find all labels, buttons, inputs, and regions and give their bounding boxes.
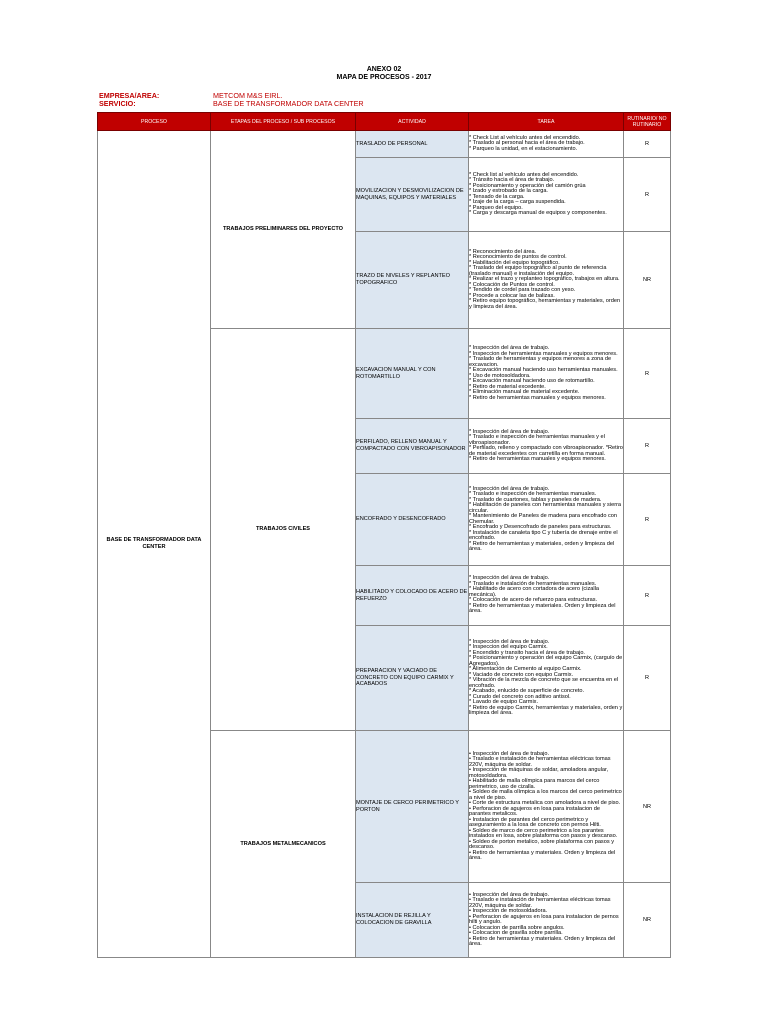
col-header-tarea: TAREA	[469, 113, 624, 131]
tarea-cell	[469, 329, 624, 419]
actividad-cell: MOVILIZACION Y DESMOVILIZACION DE MAQUINAS, EQUIPOS Y MATERIALES	[356, 158, 469, 232]
tarea-line: * Inspección del área de trabajo.	[469, 638, 550, 645]
tarea-line: • Corte de estructura metalica con amoladora a nivel de piso.	[469, 800, 621, 806]
tarea-cell	[469, 883, 624, 958]
table-row	[98, 131, 671, 158]
tarea-cell	[469, 232, 624, 329]
tarea-line: * Excavación manual haciendo uso de rotomartillo.	[469, 378, 595, 384]
tarea-line: * Traslado del equipo topográfico al punto de referencia (traslado manual) e instalación del equipo.	[469, 265, 607, 277]
actividad-cell: EXCAVACION MANUAL Y CON ROTOMARTILLO	[356, 329, 469, 419]
tarea-line: * Uso de motosoldadora.	[469, 372, 531, 379]
tarea-line: • Inspección de máquinas de soldar, amoladora angular, motosoldadora.	[469, 767, 609, 779]
etapa-cell: TRABAJOS METALMECANICOS	[211, 731, 356, 958]
tarea-line: * Excavación manual haciendo uso herramientas manuales.	[469, 367, 618, 373]
rutinario-cell: R	[624, 419, 671, 474]
actividad-cell: HABILITADO Y COLOCADO DE ACERO DE REFUERZO	[356, 566, 469, 626]
tarea-line: * Inspección del área de trabajo.	[469, 575, 550, 582]
actividad-cell: TRAZO DE NIVELES Y REPLANTEO TOPOGRAFICO	[356, 232, 469, 329]
rutinario-cell: R	[624, 158, 671, 232]
col-header-rutinario: RUTINARIO/ NO RUTINARIO	[624, 113, 671, 131]
tarea-cell	[469, 566, 624, 626]
tarea-line: * Retiro de herramientas y materiales, orden y limpieza del área.	[469, 540, 615, 552]
tarea-line: • Soldeo de porton metalico, sobre plataforma con pasos y descanso.	[469, 838, 614, 850]
tarea-line: • Inspección del área de trabajo.	[469, 891, 550, 898]
process-map-table	[97, 112, 671, 958]
tarea-line: * Colocación de acero de refuerzo para estructuras.	[469, 597, 598, 604]
tarea-cell	[469, 158, 624, 232]
tarea-line: * Traslado e inspección de herramientas manuales y el vibroapisonador.	[469, 434, 605, 446]
company-value: METCOM M&S EIRL.	[213, 91, 283, 100]
tarea-line: * Mantenimiento de Paneles de madera para encofrado con Chemular.	[469, 513, 618, 525]
tarea-line: * Traslado al personal hacia el área de trabajo.	[469, 140, 585, 147]
rutinario-cell: R	[624, 131, 671, 158]
tarea-line: * Izado y estrobado de la carga.	[469, 188, 548, 194]
rutinario-cell: NR	[624, 883, 671, 958]
tarea-line: * Traslado de cuartones, tablas y paneles de madera.	[469, 496, 602, 503]
actividad-cell: MONTAJE DE CERCO PERIMETRICO Y PORTON	[356, 731, 469, 883]
tarea-line: * Habilitación del equipo topográfico.	[469, 259, 560, 266]
proceso-cell: BASE DE TRANSFORMADOR DATA CENTER	[98, 131, 211, 958]
tarea-line: * Retiro de herramientas y materiales. Orden y limpieza del área.	[469, 602, 616, 615]
tarea-line: • Traslado e instalación de herramientas eléctricas tomas 220V, máquina de soldar.	[469, 897, 611, 909]
tarea-line: * Procede a colocar las de balizas.	[469, 292, 555, 299]
tarea-line: • Retiro de herramientas y materiales. Orden y limpieza del área.	[469, 935, 616, 947]
tarea-line: * Colocación de Puntos de control.	[469, 281, 555, 288]
rutinario-cell: R	[624, 474, 671, 566]
tarea-line: * Inspección del área de trabajo.	[469, 428, 550, 435]
tarea-line: • Instalacion de parantes del cerco perimetrico y aseguramiento a la losa de concreto con pernos Hilti.	[469, 816, 601, 828]
tarea-line: * Check List al vehículo antes del encendido.	[469, 134, 581, 141]
tarea-line: * Realizar el trazo y replanteo topográfico, trabajos en altura.	[469, 276, 620, 283]
annex-title: ANEXO 02	[366, 66, 402, 73]
tarea-line: * Lavado de equipo Carmix.	[469, 699, 539, 705]
etapa-cell: TRABAJOS CIVILES	[211, 329, 356, 731]
service-label: SERVICIO:	[99, 99, 136, 108]
col-header-actividad: ACTIVIDAD	[356, 113, 469, 131]
rutinario-cell: R	[624, 626, 671, 731]
tarea-line: * Inspeccion de herramientas manuales y equipos menores.	[469, 350, 618, 357]
tarea-line: * Retiro de material excedente.	[469, 383, 546, 390]
tarea-line: * Reconocimiento del área.	[469, 248, 537, 255]
tarea-line: * Traslado de herramientas y equipos menores a zona de excavacion.	[469, 356, 612, 368]
tarea-line: • Colocacion de parrilla sobre angulos.	[469, 924, 565, 931]
tarea-line: * Retiro de herramientas manuales y equipos menores.	[469, 394, 606, 401]
tarea-line: * Habilitación de paneles con herramientas manuales y sierra circular.	[469, 502, 622, 514]
actividad-cell: INSTALACION DE REJILLA Y COLOCACION DE GRAVILLA	[356, 883, 469, 958]
tarea-line: • Traslado e instalación de herramientas eléctricas tomas 220V, máquina de soldar.	[469, 756, 611, 768]
tarea-line: • Perforacion de agujeros en losa para instalacion de parantes metalicos.	[469, 805, 601, 817]
tarea-line: * Vibración de la mezcla de concreto que se encuentra en el encofrado.	[469, 677, 619, 689]
tarea-cell	[469, 131, 624, 158]
etapa-cell: TRABAJOS PRELIMINARES DEL PROYECTO	[211, 131, 356, 329]
tarea-line: * Alimentación de Cemento al equipo Carmix.	[469, 666, 582, 672]
company-label: EMPRESA/AREA:	[99, 91, 160, 100]
actividad-cell: TRASLADO DE PERSONAL	[356, 131, 469, 158]
table-body	[98, 131, 671, 958]
tarea-line: * Inspección del área de trabajo.	[469, 485, 550, 492]
tarea-line: * Carga y descarga manual de equipos y componentes.	[469, 210, 607, 216]
tarea-line: * Retiro de equipo Carmix, herramientas y materiales, orden y limpieza del área.	[469, 704, 623, 716]
tarea-line: • Retiro de herramientas y materiales. Orden y limpieza del área.	[469, 849, 616, 861]
tarea-cell	[469, 419, 624, 474]
service-value: BASE DE TRANSFORMADOR DATA CENTER	[213, 99, 364, 108]
tarea-line: • Inspección del área de trabajo.	[469, 750, 550, 757]
tarea-line: * Perfilado, relleno y compactado con vibroapisonador. *Retiro de material excedentes con carretilla en forma manual.	[469, 445, 623, 457]
tarea-line: * Traslado e instalación de herramientas manuales.	[469, 580, 597, 587]
tarea-cell	[469, 474, 624, 566]
actividad-cell: ENCOFRADO Y DESENCOFRADO	[356, 474, 469, 566]
tarea-line: * Posicionamiento y operación del camión grúa	[469, 182, 586, 189]
tarea-line: * Vaciado de concreto con equipo Carmix.	[469, 671, 574, 678]
table-header-row	[98, 113, 671, 131]
tarea-line: * Retiro de herramientas manuales y equipos menores.	[469, 456, 606, 462]
tarea-line: * Reconocimiento de puntos de control.	[469, 254, 567, 261]
tarea-line: * Check list al vehículo antes del encendido.	[469, 171, 579, 178]
tarea-line: * Eliminación manual de material excedente.	[469, 389, 580, 395]
rutinario-cell: R	[624, 566, 671, 626]
tarea-line: * Parqueo del equipo.	[469, 204, 523, 211]
tarea-line: * Traslado e inspección de herramientas manuales.	[469, 491, 597, 497]
tarea-line: • Soldeo de malla olímpica a los marcos del cerco perimetrico a nivel de piso.	[469, 789, 622, 801]
tarea-line: • Soldeo de marco de cerco perimetrico a los parantes instalados en losa, sobre plataforma con pasos y descanso.	[469, 827, 618, 839]
tarea-line: * Retiro equipo topográfico, herramientas y materiales, orden y limpieza del área.	[469, 298, 621, 310]
tarea-line: * Encendido y transito hacia el área de trabajo.	[469, 649, 585, 656]
tarea-cell	[469, 626, 624, 731]
rutinario-cell: R	[624, 329, 671, 419]
tarea-line: * Encofrado y Desencofrado de paneles para estructuras.	[469, 524, 612, 530]
actividad-cell: PREPARACION Y VACIADO DE CONCRETO CON EQUIPO CARMIX Y ACABADOS	[356, 626, 469, 731]
actividad-cell: PERFILADO, RELLENO MANUAL Y COMPACTADO CON VIBROAPISONADOR	[356, 419, 469, 474]
tarea-line: * Acabado, enlucido de superficie de concreto.	[469, 688, 585, 694]
page-title: MAPA DE PROCESOS - 2017	[336, 74, 432, 81]
rutinario-cell: NR	[624, 731, 671, 883]
tarea-line: * Habilitado de acero con cortadora de acero (cizalla mecánica).	[469, 586, 599, 598]
tarea-line: * Tendido de cordel para trazado con yeso.	[469, 287, 576, 294]
tarea-line: * Tensado de la carga.	[469, 193, 525, 200]
tarea-line: * Parqueo la unidad, en el estacionamiento.	[469, 145, 578, 152]
tarea-line: * Tránsito hacia el área de trabajo.	[469, 177, 555, 183]
tarea-line: * Inspección del área de trabajo.	[469, 345, 550, 351]
tarea-line: * Curado del concreto con aditivo antisol.	[469, 693, 571, 700]
col-header-etapas: ETAPAS DEL PROCESO / SUB PROCESOS	[211, 113, 356, 131]
tarea-line: • Inspección de motosoldadora.	[469, 908, 548, 914]
rutinario-cell: NR	[624, 232, 671, 329]
tarea-line: * Izaje de la carga – carga suspendida.	[469, 199, 566, 205]
tarea-line: * Instalación de canaleta tipo C y tubería de drenaje entre el encofrado.	[469, 529, 618, 541]
tarea-line: * Posicionamiento y operación del equipo Carmix, (carguío de Agregados).	[469, 655, 623, 667]
tarea-line: • Habilitado de malla olímpica para marcos del cerco perimetrico, uso de cizalla.	[469, 778, 600, 790]
tarea-line: • Perforacion de agujeros en losa para instalacion de pernos hilti y angulo.	[469, 913, 619, 925]
tarea-line: * Inspeccion del equipo Carmix.	[469, 644, 548, 650]
tarea-cell	[469, 731, 624, 883]
col-header-proceso: PROCESO	[98, 113, 211, 131]
tarea-line: • Colocacion de gravilla sobre parrilla.	[469, 930, 563, 936]
